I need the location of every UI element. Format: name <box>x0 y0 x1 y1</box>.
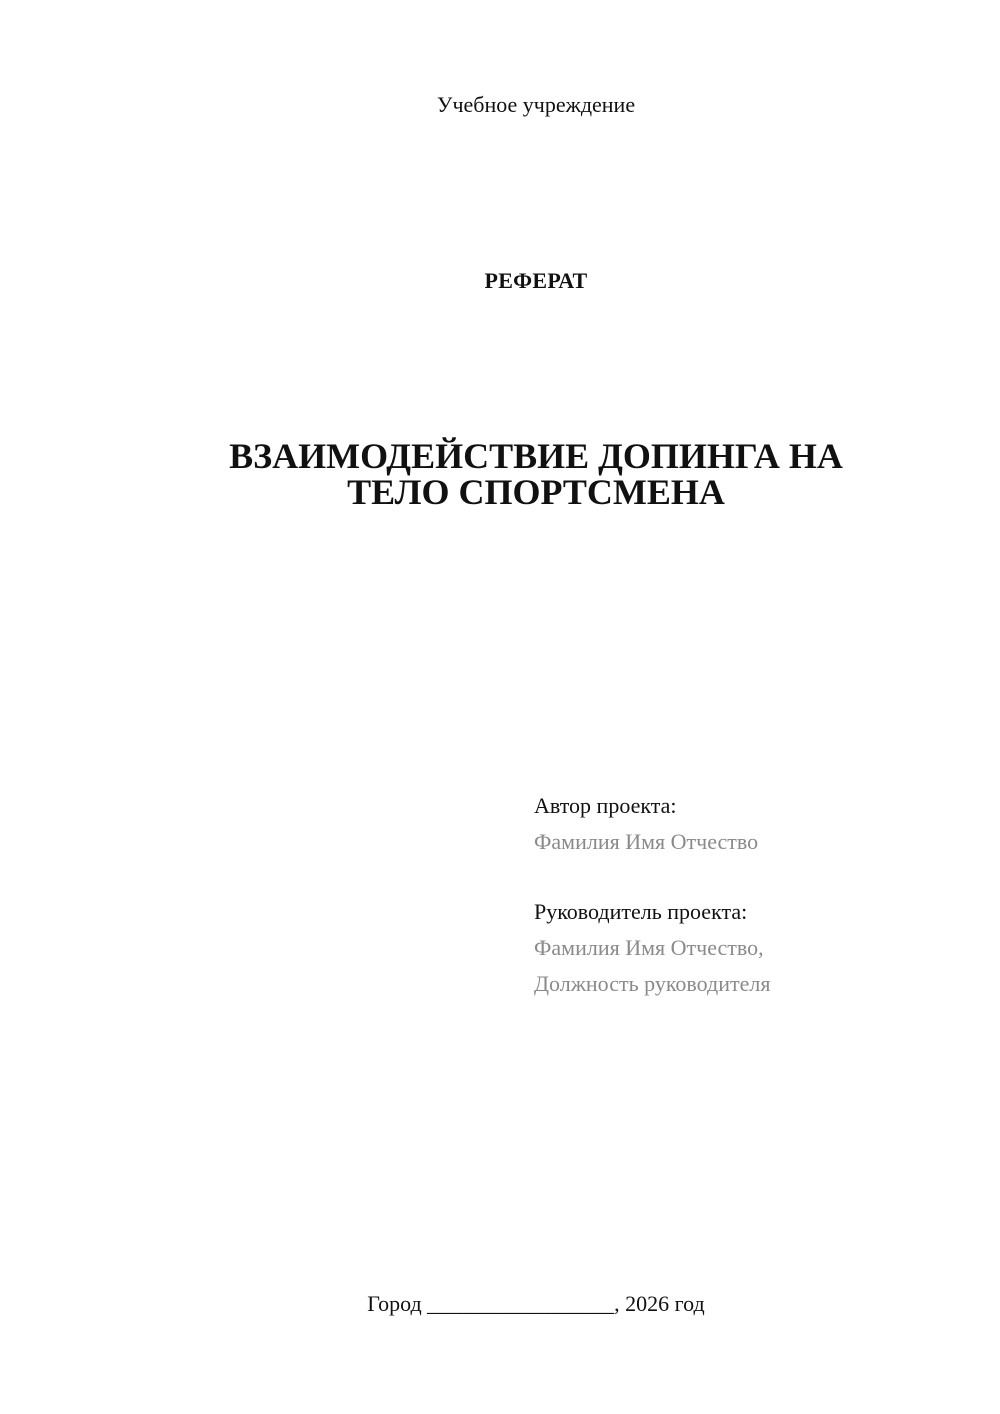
institution-name: Учебное учреждение <box>436 92 636 117</box>
document-title-line: ВЗАИМОДЕЙСТВИЕ ДОПИНГА НА <box>229 436 843 476</box>
document-type: РЕФЕРАТ <box>484 268 588 293</box>
project-credits <box>534 788 974 1002</box>
document-title-line: ТЕЛО СПОРТСМЕНА <box>347 472 725 512</box>
supervisor-name-placeholder: Фамилия Имя Отчество, <box>534 935 764 960</box>
author-name-placeholder: Фамилия Имя Отчество <box>534 829 759 854</box>
city-year-footer: Город _________________, 2026 год <box>367 1291 705 1316</box>
credits-spacer <box>534 860 974 894</box>
document-title <box>0 438 1000 510</box>
author-label: Автор проекта: <box>534 793 677 818</box>
supervisor-label: Руководитель проекта: <box>534 899 748 924</box>
supervisor-position-placeholder: Должность руководителя <box>534 971 771 996</box>
